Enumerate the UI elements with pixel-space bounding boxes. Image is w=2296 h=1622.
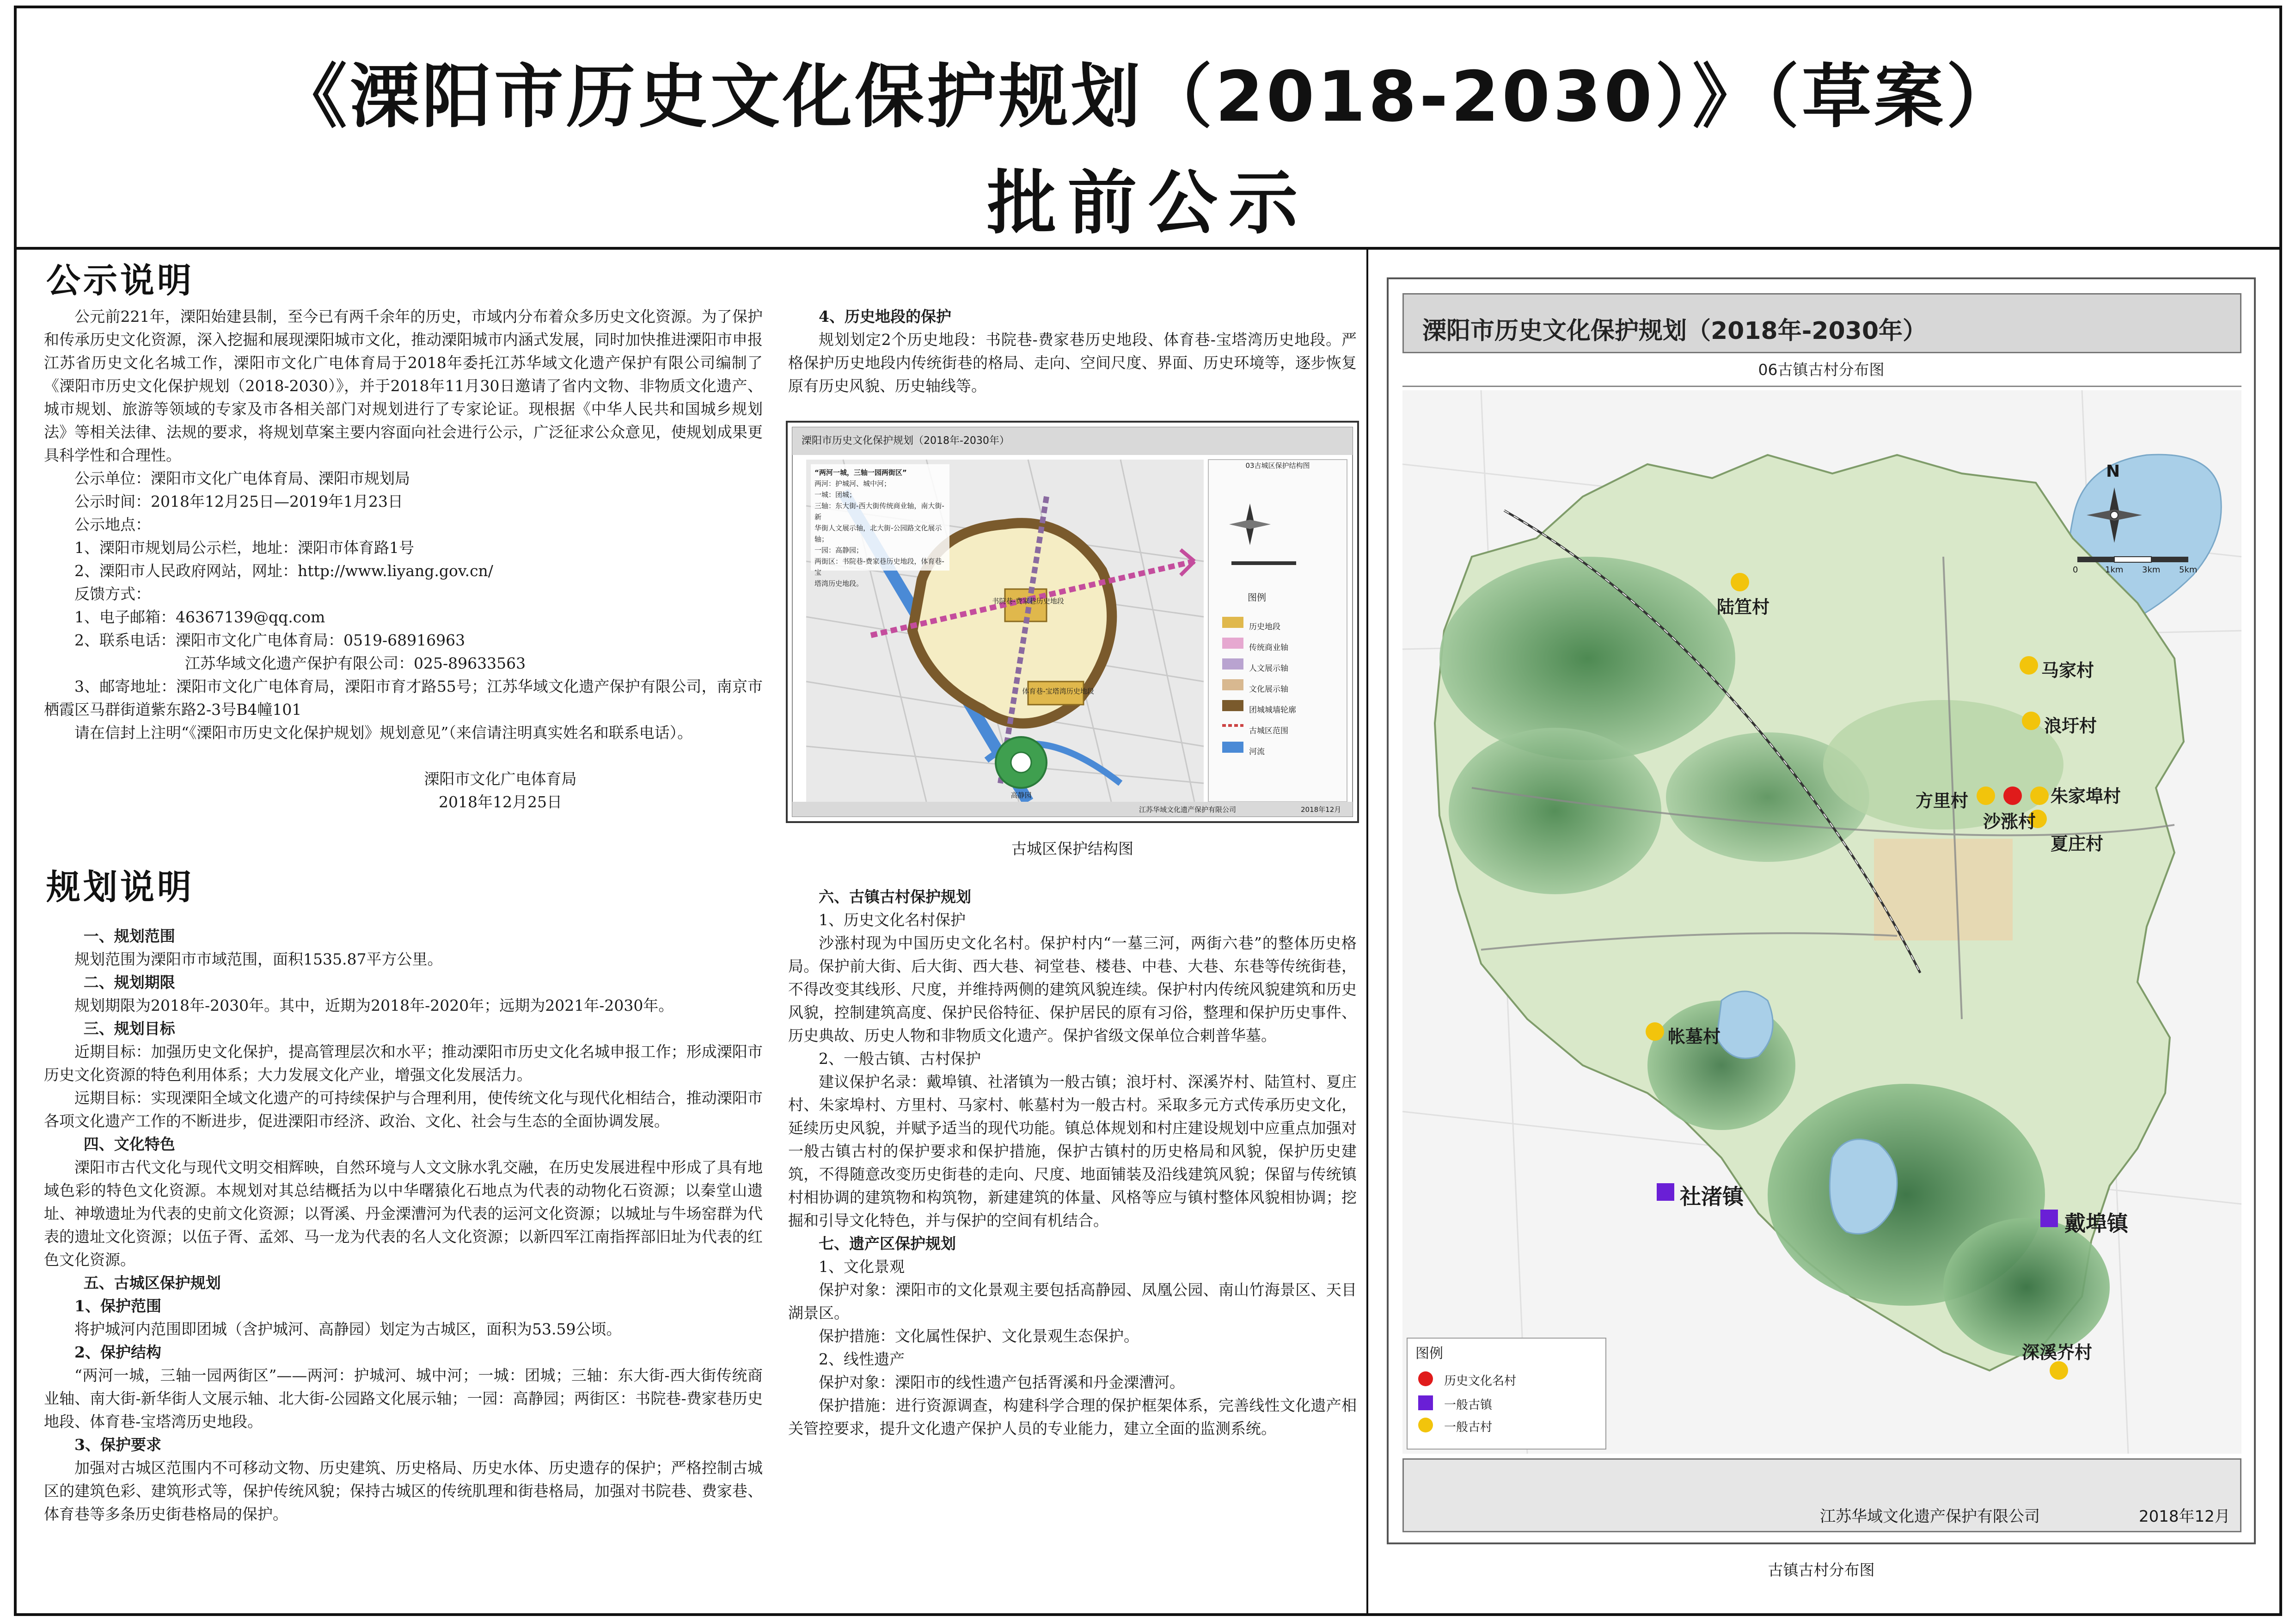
plan-s3-title: 三、规划目标 [83, 1020, 175, 1038]
map-scale-bar [2077, 557, 2188, 562]
page-title: 《溧阳市历史文化保护规划（2018-2030）》（草案） [277, 57, 2019, 137]
marker-village-icon [2050, 1361, 2068, 1380]
fig-structure-text [814, 467, 949, 589]
fig-legend-item: 古城区范围 [1249, 726, 1288, 736]
place-label: 社渚镇 [1680, 1184, 1744, 1209]
notice-place-1: 1、溧阳市规划局公示栏，地址：溧阳市体育路1号 [74, 539, 414, 557]
scale-label: 1km [2105, 565, 2124, 575]
plan-heading: 规划说明 [46, 867, 194, 907]
place-label: 帐墓村 [1668, 1026, 1721, 1047]
fig-structure-text-title: “两河一城，三轴一园两街区” [814, 468, 907, 477]
scale-label: 3km [2142, 565, 2161, 575]
fig-structure-line: 塔湾历史地段。 [814, 579, 863, 588]
plan-s5-1-title: 1、保护范围 [74, 1297, 161, 1315]
notice-place-2[interactable]: 2、溧阳市人民政府网站，网址：http://www.liyang.gov.cn/ [74, 562, 493, 580]
map-north-label: N [2106, 462, 2120, 481]
fig-structure-line: 一园：高静园； [814, 546, 863, 554]
place-label: 马家村 [2041, 660, 2094, 681]
mid-s4: 规划划定2个历史地段：书院巷-费家巷历史地段、体育巷-宝塔湾历史地段。严格保护历史地段内传统街巷的格局、走向、空间尺度、界面、历史环境等，逐步恢复原有历史风貌、历史轴线等。 [788, 331, 1357, 395]
fig-legend-item: 人文展示轴 [1249, 664, 1288, 673]
place-label: 朱家埠村 [2051, 786, 2121, 806]
fig-label-park: 高静园 [1010, 791, 1032, 799]
legend-town-icon [1418, 1395, 1433, 1410]
scale-label: 5km [2179, 565, 2198, 575]
marker-town-icon [2040, 1210, 2058, 1227]
plan-s4-title: 四、文化特色 [83, 1135, 175, 1153]
fig-title: 溧阳市历史文化保护规划（2018年-2030年） [802, 435, 1010, 447]
marker-famous-village-icon [2003, 786, 2022, 805]
place-label: 方里村 [1916, 791, 1969, 811]
mid-s6-2a: 建议保护名录：戴埠镇、社渚镇为一般古镇；浪圩村、深溪岕村、陆笪村、夏庄村、朱家埠村、方里村、马家村、帐墓村为一般古村。采取多元方式传承历史文化，延续历史风貌，并赋予适当的现代功能。镇总体规划和村庄建设规划中应重点加强对一般古镇古村的保护要求和保护措施，保护古镇村的历史格局和风貌，保护历史建筑，不得随意改变历史街巷的走向、尺度、地面铺装及沿线建筑风貌；保留与传统镇村相协调的建筑物和构筑物，新建建筑的体量、风格等应与镇村整体风貌相协调；挖掘和引导文化特色，并与保护的空间有机结合。 [788, 1073, 1357, 1229]
legend-label: 一般古村 [1444, 1420, 1493, 1434]
map-hills-northwest [1439, 557, 1735, 760]
plan-s1: 规划范围为溧阳市市域范围，面积1535.87平方公里。 [74, 950, 443, 968]
plan-s3b: 远期目标：实现溧阳全域文化遗产的可持续保护与合理利用，使传统文化与现代化相结合，推动溧阳市各项文化遗产工作的不断进步，促进溧阳市经济、政治、文化、社会与生态的全面协调发展。 [44, 1089, 763, 1130]
plan-s5-title: 五、古城区保护规划 [83, 1274, 221, 1292]
map-title: 溧阳市历史文化保护规划（2018年-2030年） [1422, 317, 1927, 345]
place-label: 陆笪村 [1717, 597, 1770, 617]
map-footer [1402, 1458, 2241, 1532]
fig-structure-line: 华街人文展示轴，北大街-公园路文化展示轴； [814, 524, 942, 543]
fig-foot-date: 2018年12月 [1301, 805, 1341, 814]
mid-s7-2b: 保护措施：进行资源调查，构建科学合理的保护框架体系，完善线性文化遗产相关管控要求，提升文化遗产保护人员的专业能力，建立全面的监测系统。 [788, 1396, 1357, 1438]
plan-s4: 溧阳市古代文化与现代文明交相辉映，自然环境与人文文脉水乳交融，在历史发展进程中形成了具有地域色彩的特色文化资源。本规划对其总结概括为以中华曙猿化石地点为代表的动物化石资源；以秦堂山遗址、神墩遗址为代表的史前文化资源；以胥溪、丹金溧漕河为代表的运河文化资源；以城址与牛场窑群为代表的遗址文化资源；以伍子胥、孟郊、马一龙为代表的名人文化资源；以新四军江南指挥部旧址为代表的红色文化资源。 [44, 1158, 763, 1269]
fig-foot-org: 江苏华域文化遗产保护有限公司 [1139, 805, 1237, 814]
plan-s5-2-title: 2、保护结构 [74, 1343, 161, 1361]
notice-feedback-phone-2: 江苏华域文化遗产保护有限公司：025-89633563 [185, 654, 526, 672]
mid-s7-1b: 保护措施：文化属性保护、文化景观生态保护。 [819, 1327, 1139, 1345]
notice-body [44, 305, 763, 814]
village-map [1389, 279, 2254, 1542]
notice-feedback-phone: 2、联系电话：溧阳市文化广电体育局：0519-68916963 [74, 631, 465, 649]
map-caption: 古镇古村分布图 [1768, 1561, 1875, 1579]
legend-label: 一般古镇 [1444, 1398, 1493, 1412]
plan-s5-3: 加强对古城区范围内不可移动文物、历史建筑、历史格局、历史水体、历史遗存的保护；严格控制古城区的建筑色彩、建筑形式等，保护传统风貌；保持古城区的传统肌理和街巷格局，加强对书院巷、费家巷、体育巷等多条历史街巷格局的保护。 [44, 1459, 763, 1523]
notice-note: 请在信封上注明“《溧阳市历史文化保护规划》规划意见”（来信请注明真实姓名和联系电话）。 [74, 724, 693, 742]
notice-intro: 公元前221年，溧阳始建县制，至今已有两千余年的历史，市域内分布着众多历史文化资源。为了保护和传承历史文化资源，深入挖掘和展现溧阳城市文化，推动溧阳城市内涵式发展，同时加快推进溧阳市申报江苏省历史文化名城工作，溧阳市文化广电体育局于2018年委托江苏华域文化遗产保护有限公司编制了《溧阳市历史文化保护规划（2018-2030）》，并于2018年11月30日邀请了省内文物、非物质文化遗产、城市规划、旅游等领域的专家及市各相关部门对规划进行了专家论证。现根据《中华人民共和国城乡规划法》等相关法律、法规的要求，将规划草案主要内容面向社会进行公示，广泛征求公众意见，使规划成果更具科学性和合理性。 [44, 307, 763, 464]
plan-body [44, 925, 763, 1526]
fig-structure-line: 两街区：书院巷-费家巷历史地段，体育巷-宝 [814, 557, 944, 577]
marker-village-icon [2030, 786, 2049, 805]
plan-s2: 规划期限为2018年-2030年。其中，近期为2018年-2020年；远期为2021年-2030年。 [74, 996, 674, 1014]
title-banner [14, 6, 2282, 250]
mid-s7-1a: 保护对象：溧阳市的文化景观主要包括高静园、凤凰公园、南山竹海景区、天目湖景区。 [788, 1281, 1357, 1322]
mid-s6-title: 六、古镇古村保护规划 [819, 888, 971, 906]
marker-village-icon [1646, 1022, 1664, 1041]
fig-legend-item: 传统商业轴 [1249, 643, 1288, 652]
village-map-panel [1387, 277, 2256, 1544]
plan-s1-title: 一、规划范围 [83, 927, 175, 945]
plan-s5-3-title: 3、保护要求 [74, 1436, 161, 1454]
fig-label-district-1: 书院巷-费家巷历史地段 [992, 597, 1064, 605]
place-label: 戴埠镇 [2064, 1211, 2128, 1236]
mid-s7-2-title: 2、线性遗产 [819, 1350, 905, 1368]
mid-s7-2a: 保护对象：溧阳市的线性遗产包括胥溪和丹金溧漕河。 [819, 1373, 1185, 1391]
map-lake-shahe [1717, 991, 1773, 1058]
marker-village-icon [2020, 656, 2038, 675]
mid-s6-1: 沙涨村现为中国历史文化名村。保护村内“一墓三河，两街六巷”的整体历史格局。保护前大街、后大街、西大巷、祠堂巷、楼巷、中巷、大巷、东巷等传统街巷，不得改变其线形、尺度，并维持两侧的建筑风貌连续。保护村内传统风貌建筑和历史风貌，控制建筑高度、保护民俗特征、保护居民的原有习俗，整理和保护历史事件、历史典故、历史人物和非物质文化遗产。保护省级文保单位合剌普华墓。 [788, 934, 1357, 1044]
notice-unit: 公示单位：溧阳市文化广电体育局、溧阳市规划局 [74, 469, 410, 487]
fig-structure-line: 两河：护城河、城中河； [814, 479, 891, 488]
map-foot-org: 江苏华域文化遗产保护有限公司 [1820, 1507, 2040, 1526]
plan-s2-title: 二、规划期限 [83, 973, 175, 991]
notice-sign-date: 2018年12月25日 [439, 793, 562, 811]
structure-figure [786, 421, 1359, 823]
notice-feedback-mail: 3、邮寄地址：溧阳市文化广电体育局，溧阳市育才路55号；江苏华域文化遗产保护有限公司，南京市栖霞区马群街道紫东路2-3号B4幢101 [44, 677, 763, 719]
scale-label: 0 [2073, 565, 2078, 575]
place-label: 浪圩村 [2044, 716, 2097, 736]
plan-s5-1: 将护城河内范围即团城（含护城河、高静园）划定为古城区，面积为53.59公顷。 [74, 1320, 622, 1338]
map-foot-date: 2018年12月 [2139, 1507, 2230, 1526]
map-legend-title: 图例 [1415, 1346, 1443, 1362]
marker-village-icon [1731, 573, 1749, 591]
notice-feedback-label: 反馈方式： [74, 585, 151, 603]
notice-feedback-email[interactable]: 1、电子邮箱：46367139@qq.com [74, 608, 325, 626]
plan-s3a: 近期目标：加强历史文化保护，提高管理层次和水平；推动溧阳市历史文化名城申报工作；形成溧阳市历史文化资源的特色利用体系；大力发展文化产业，增强文化发展活力。 [44, 1043, 763, 1084]
marker-town-icon [1657, 1183, 1674, 1201]
marker-village-icon [1977, 786, 1995, 805]
structure-figure-caption: 古城区保护结构图 [1011, 840, 1133, 858]
mid-s7-title: 七、遗产区保护规划 [819, 1235, 956, 1253]
place-label: 夏庄村 [2051, 834, 2104, 854]
middle-bottom [788, 885, 1357, 1440]
plan-s5-2: “两河一城，三轴一园两街区”——两河：护城河、城中河；一城：团城；三轴：东大街-西大街传统商业轴、南大街-新华街人文展示轴、北大街-公园路文化展示轴；一园：高静园；两街区：书院巷-费家巷历史地段、体育巷-宝塔湾历史地段。 [44, 1366, 763, 1431]
mid-s6-2-title: 2、一般古镇、古村保护 [819, 1050, 981, 1068]
place-label: 深溪岕村 [2022, 1342, 2093, 1363]
notice-time: 公示时间：2018年12月25日—2019年1月23日 [74, 492, 403, 510]
fig-legend-item: 历史地段 [1249, 622, 1280, 632]
notice-sign-org: 溧阳市文化广电体育局 [424, 770, 577, 788]
page-subtitle: 批前公示 [987, 163, 1309, 244]
fig-structure-line: 三轴：东大街-西大街传统商业轴，南大街-新 [814, 502, 944, 521]
fig-structure-line: 一城：团城； [814, 491, 857, 499]
place-label: 沙涨村 [1983, 811, 2036, 832]
marker-village-icon [2022, 712, 2040, 730]
mid-s7-1-title: 1、文化景观 [819, 1258, 905, 1276]
mid-s6-1-title: 1、历史文化名村保护 [819, 911, 966, 929]
legend-village-icon [1418, 1418, 1433, 1432]
fig-legend-item: 河流 [1249, 747, 1265, 756]
fig-legend [1249, 617, 1296, 762]
fig-legend-item: 团城城墙轮廓 [1249, 706, 1296, 715]
fig-legend-title: 图例 [1248, 592, 1266, 603]
fig-subtitle: 03古城区保护结构图 [1245, 461, 1310, 470]
notice-place-label: 公示地点： [74, 516, 151, 534]
map-subtitle: 06古镇古村分布图 [1758, 361, 1885, 379]
middle-top [788, 305, 1357, 398]
mid-s4-title: 4、历史地段的保护 [819, 307, 951, 326]
fig-legend-item: 文化展示轴 [1249, 685, 1288, 694]
legend-famous-icon [1418, 1371, 1433, 1386]
fig-label-district-2: 体育巷-宝塔湾历史地段 [1022, 687, 1094, 695]
notice-heading: 公示说明 [46, 261, 194, 301]
legend-label: 历史文化名村 [1444, 1374, 1517, 1388]
